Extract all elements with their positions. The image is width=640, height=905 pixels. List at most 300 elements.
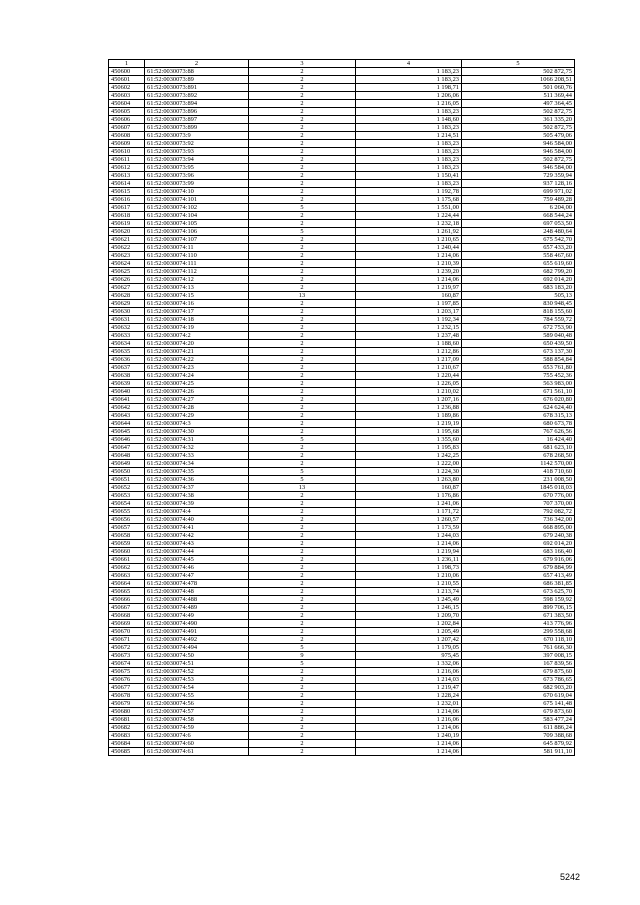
cadastral-number-cell: 61:52:0030074:2 xyxy=(145,332,249,340)
cadastral-value-cell: 946 584,00 xyxy=(462,140,575,148)
specific-value-cell: 1 183,23 xyxy=(356,140,462,148)
row-number-cell: 450628 xyxy=(109,292,145,300)
group-cell: 2 xyxy=(249,324,356,332)
cadastral-number-cell: 61:52:0030073:96 xyxy=(145,172,249,180)
table-row xyxy=(109,620,575,628)
table-row xyxy=(109,708,575,716)
cadastral-number-cell: 61:52:0030074:30 xyxy=(145,428,249,436)
table-row xyxy=(109,212,575,220)
cadastral-value-cell: 563 983,00 xyxy=(462,380,575,388)
cadastral-number-cell: 61:52:0030073:892 xyxy=(145,92,249,100)
table-row xyxy=(109,332,575,340)
group-cell: 2 xyxy=(249,564,356,572)
table-row xyxy=(109,476,575,484)
table-row xyxy=(109,156,575,164)
row-number-cell: 450639 xyxy=(109,380,145,388)
table-row xyxy=(109,68,575,76)
cadastral-value-cell: 692 014,20 xyxy=(462,276,575,284)
row-number-cell: 450603 xyxy=(109,92,145,100)
row-number-cell: 450684 xyxy=(109,740,145,748)
group-cell: 2 xyxy=(249,548,356,556)
specific-value-cell: 1 206,06 xyxy=(356,92,462,100)
cadastral-number-cell: 61:52:0030074:42 xyxy=(145,532,249,540)
row-number-cell: 450612 xyxy=(109,164,145,172)
table-row xyxy=(109,252,575,260)
group-cell: 2 xyxy=(249,692,356,700)
row-number-cell: 450637 xyxy=(109,364,145,372)
table-row xyxy=(109,236,575,244)
group-cell: 2 xyxy=(249,340,356,348)
table-row xyxy=(109,468,575,476)
table-row xyxy=(109,484,575,492)
cadastral-number-cell: 61:52:0030074:478 xyxy=(145,580,249,588)
table-row xyxy=(109,516,575,524)
specific-value-cell: 1 179,05 xyxy=(356,644,462,652)
specific-value-cell: 1 210,55 xyxy=(356,580,462,588)
row-number-cell: 450677 xyxy=(109,684,145,692)
specific-value-cell: 1 219,94 xyxy=(356,548,462,556)
group-cell: 2 xyxy=(249,444,356,452)
table-row xyxy=(109,452,575,460)
cadastral-value-cell: 670 118,10 xyxy=(462,636,575,644)
row-number-cell: 450680 xyxy=(109,708,145,716)
cadastral-number-cell: 61:52:0030074:59 xyxy=(145,724,249,732)
table-row xyxy=(109,676,575,684)
cadastral-value-cell: 830 948,45 xyxy=(462,300,575,308)
cadastral-number-cell: 61:52:0030074:112 xyxy=(145,268,249,276)
cadastral-number-cell: 61:52:0030074:60 xyxy=(145,740,249,748)
row-number-cell: 450631 xyxy=(109,316,145,324)
row-number-cell: 450644 xyxy=(109,420,145,428)
specific-value-cell: 1 244,03 xyxy=(356,532,462,540)
row-number-cell: 450642 xyxy=(109,404,145,412)
row-number-cell: 450672 xyxy=(109,644,145,652)
cadastral-value-cell: 679 875,60 xyxy=(462,668,575,676)
group-cell: 2 xyxy=(249,524,356,532)
specific-value-cell: 1 176,86 xyxy=(356,492,462,500)
table-row xyxy=(109,356,575,364)
group-cell: 2 xyxy=(249,388,356,396)
row-number-cell: 450676 xyxy=(109,676,145,684)
row-number-cell: 450636 xyxy=(109,356,145,364)
cadastral-value-cell: 418 710,60 xyxy=(462,468,575,476)
cadastral-value-cell: 670 619,04 xyxy=(462,692,575,700)
group-cell: 2 xyxy=(249,100,356,108)
group-cell: 2 xyxy=(249,380,356,388)
cadastral-value-cell: 505 479,06 xyxy=(462,132,575,140)
cadastral-number-cell: 61:52:0030073:896 xyxy=(145,108,249,116)
table-row xyxy=(109,244,575,252)
row-number-cell: 450626 xyxy=(109,276,145,284)
specific-value-cell: 1 213,74 xyxy=(356,588,462,596)
row-number-cell: 450648 xyxy=(109,452,145,460)
group-cell: 2 xyxy=(249,676,356,684)
row-number-cell: 450659 xyxy=(109,540,145,548)
table-row xyxy=(109,652,575,660)
table-row xyxy=(109,276,575,284)
cadastral-value-cell: 899 706,15 xyxy=(462,604,575,612)
table-row xyxy=(109,340,575,348)
row-number-cell: 450606 xyxy=(109,116,145,124)
specific-value-cell: 1 214,06 xyxy=(356,540,462,548)
table-row xyxy=(109,148,575,156)
cadastral-number-cell: 61:52:0030074:41 xyxy=(145,524,249,532)
table-row xyxy=(109,180,575,188)
specific-value-cell: 1 245,49 xyxy=(356,596,462,604)
cadastral-number-cell: 61:52:0030073:92 xyxy=(145,140,249,148)
cadastral-number-cell: 61:52:0030074:35 xyxy=(145,468,249,476)
cadastral-number-cell: 61:52:0030074:39 xyxy=(145,500,249,508)
row-number-cell: 450614 xyxy=(109,180,145,188)
cadastral-number-cell: 61:52:0030073:99 xyxy=(145,180,249,188)
group-cell: 2 xyxy=(249,92,356,100)
specific-value-cell: 1 183,23 xyxy=(356,76,462,84)
group-cell: 2 xyxy=(249,740,356,748)
cadastral-value-cell: 670 776,00 xyxy=(462,492,575,500)
specific-value-cell: 1 237,48 xyxy=(356,332,462,340)
row-number-cell: 450619 xyxy=(109,220,145,228)
group-cell: 2 xyxy=(249,260,356,268)
cadastral-value-cell: 655 619,60 xyxy=(462,260,575,268)
table-row xyxy=(109,100,575,108)
specific-value-cell: 1 198,73 xyxy=(356,564,462,572)
cadastral-number-cell: 61:52:0030074:25 xyxy=(145,380,249,388)
table-row xyxy=(109,196,575,204)
specific-value-cell: 1 217,09 xyxy=(356,356,462,364)
cadastral-value-cell: 761 666,30 xyxy=(462,644,575,652)
row-number-cell: 450646 xyxy=(109,436,145,444)
cadastral-number-cell: 61:52:0030074:61 xyxy=(145,748,249,756)
group-cell: 2 xyxy=(249,140,356,148)
group-cell: 5 xyxy=(249,660,356,668)
specific-value-cell: 1 189,86 xyxy=(356,412,462,420)
specific-value-cell: 1 219,47 xyxy=(356,684,462,692)
group-cell: 2 xyxy=(249,748,356,756)
row-number-cell: 450622 xyxy=(109,244,145,252)
row-number-cell: 450604 xyxy=(109,100,145,108)
group-cell: 2 xyxy=(249,724,356,732)
specific-value-cell: 1 183,23 xyxy=(356,156,462,164)
page-number: 5242 xyxy=(560,872,581,882)
cadastral-number-cell: 61:52:0030074:56 xyxy=(145,700,249,708)
specific-value-cell: 1 183,23 xyxy=(356,108,462,116)
group-cell: 2 xyxy=(249,220,356,228)
column-header-4: 4 xyxy=(356,60,462,68)
table-row xyxy=(109,612,575,620)
cadastral-number-cell: 61:52:0030074:490 xyxy=(145,620,249,628)
table-row xyxy=(109,588,575,596)
group-cell: 2 xyxy=(249,668,356,676)
specific-value-cell: 1 228,24 xyxy=(356,692,462,700)
group-cell: 2 xyxy=(249,700,356,708)
cadastral-value-cell: 588 854,84 xyxy=(462,356,575,364)
row-number-cell: 450660 xyxy=(109,548,145,556)
table-row xyxy=(109,396,575,404)
cadastral-number-cell: 61:52:0030073:897 xyxy=(145,116,249,124)
table-row xyxy=(109,164,575,172)
specific-value-cell: 1 207,16 xyxy=(356,396,462,404)
table-row xyxy=(109,228,575,236)
group-cell: 5 xyxy=(249,644,356,652)
cadastral-value-cell: 668 544,24 xyxy=(462,212,575,220)
specific-value-cell: 1 355,60 xyxy=(356,436,462,444)
cadastral-number-cell: 61:52:0030074:6 xyxy=(145,732,249,740)
cadastral-number-cell: 61:52:0030074:107 xyxy=(145,236,249,244)
table-row xyxy=(109,116,575,124)
cadastral-value-cell: 699 971,02 xyxy=(462,188,575,196)
specific-value-cell: 1 220,44 xyxy=(356,372,462,380)
row-number-cell: 450625 xyxy=(109,268,145,276)
cadastral-value-cell: 759 489,28 xyxy=(462,196,575,204)
group-cell: 2 xyxy=(249,500,356,508)
row-number-cell: 450618 xyxy=(109,212,145,220)
row-number-cell: 450650 xyxy=(109,468,145,476)
cadastral-number-cell: 61:52:0030074:104 xyxy=(145,212,249,220)
group-cell: 2 xyxy=(249,300,356,308)
specific-value-cell: 1 150,41 xyxy=(356,172,462,180)
group-cell: 2 xyxy=(249,596,356,604)
row-number-cell: 450627 xyxy=(109,284,145,292)
cadastral-value-cell: 671 561,10 xyxy=(462,388,575,396)
group-cell: 2 xyxy=(249,492,356,500)
cadastral-value-cell: 673 137,30 xyxy=(462,348,575,356)
cadastral-number-cell: 61:52:0030074:28 xyxy=(145,404,249,412)
specific-value-cell: 1 226,05 xyxy=(356,380,462,388)
cadastral-number-cell: 61:52:0030074:20 xyxy=(145,340,249,348)
row-number-cell: 450683 xyxy=(109,732,145,740)
group-cell: 2 xyxy=(249,156,356,164)
specific-value-cell: 1 210,06 xyxy=(356,572,462,580)
row-number-cell: 450613 xyxy=(109,172,145,180)
specific-value-cell: 1 209,70 xyxy=(356,612,462,620)
cadastral-value-cell: 624 624,40 xyxy=(462,404,575,412)
cadastral-number-cell: 61:52:0030074:58 xyxy=(145,716,249,724)
group-cell: 13 xyxy=(249,292,356,300)
specific-value-cell: 1 192,34 xyxy=(356,316,462,324)
cadastral-value-cell: 502 872,75 xyxy=(462,68,575,76)
group-cell: 2 xyxy=(249,244,356,252)
cadastral-value-cell: 231 008,50 xyxy=(462,476,575,484)
cadastral-number-cell: 61:52:0030074:101 xyxy=(145,196,249,204)
row-number-cell: 450668 xyxy=(109,612,145,620)
row-number-cell: 450602 xyxy=(109,84,145,92)
row-number-cell: 450629 xyxy=(109,300,145,308)
group-cell: 2 xyxy=(249,556,356,564)
table-row xyxy=(109,732,575,740)
specific-value-cell: 1 261,92 xyxy=(356,228,462,236)
group-cell: 5 xyxy=(249,468,356,476)
specific-value-cell: 1 236,11 xyxy=(356,556,462,564)
specific-value-cell: 1 214,51 xyxy=(356,132,462,140)
row-number-cell: 450609 xyxy=(109,140,145,148)
specific-value-cell: 1 232,01 xyxy=(356,700,462,708)
row-number-cell: 450685 xyxy=(109,748,145,756)
cadastral-number-cell: 61:52:0030074:111 xyxy=(145,260,249,268)
cadastral-value-cell: 784 559,72 xyxy=(462,316,575,324)
column-header-2: 2 xyxy=(145,60,249,68)
table-row xyxy=(109,316,575,324)
cadastral-number-cell: 61:52:0030074:52 xyxy=(145,668,249,676)
table-row xyxy=(109,388,575,396)
row-number-cell: 450671 xyxy=(109,636,145,644)
row-number-cell: 450666 xyxy=(109,596,145,604)
row-number-cell: 450601 xyxy=(109,76,145,84)
group-cell: 2 xyxy=(249,716,356,724)
cadastral-value-cell: 653 761,80 xyxy=(462,364,575,372)
specific-value-cell: 1 214,06 xyxy=(356,748,462,756)
group-cell: 5 xyxy=(249,476,356,484)
table-row xyxy=(109,292,575,300)
cadastral-number-cell: 61:52:0030074:488 xyxy=(145,596,249,604)
cadastral-value-cell: 673 625,70 xyxy=(462,588,575,596)
group-cell: 2 xyxy=(249,84,356,92)
table-row xyxy=(109,380,575,388)
specific-value-cell: 1 210,65 xyxy=(356,236,462,244)
specific-value-cell: 1 246,15 xyxy=(356,604,462,612)
cadastral-value-cell: 299 558,68 xyxy=(462,628,575,636)
cadastral-number-cell: 61:52:0030074:45 xyxy=(145,556,249,564)
cadastral-number-cell: 61:52:0030074:26 xyxy=(145,388,249,396)
row-number-cell: 450654 xyxy=(109,500,145,508)
group-cell: 2 xyxy=(249,604,356,612)
cadastral-number-cell: 61:52:0030074:489 xyxy=(145,604,249,612)
cadastral-number-cell: 61:52:0030073:894 xyxy=(145,100,249,108)
cadastral-number-cell: 61:52:0030074:105 xyxy=(145,220,249,228)
group-cell: 2 xyxy=(249,124,356,132)
row-number-cell: 450635 xyxy=(109,348,145,356)
specific-value-cell: 1 183,23 xyxy=(356,68,462,76)
table-row xyxy=(109,740,575,748)
table-row xyxy=(109,564,575,572)
table-row xyxy=(109,188,575,196)
row-number-cell: 450624 xyxy=(109,260,145,268)
row-number-cell: 450664 xyxy=(109,580,145,588)
cadastral-value-cell: 497 364,45 xyxy=(462,100,575,108)
group-cell: 2 xyxy=(249,332,356,340)
specific-value-cell: 1 216,06 xyxy=(356,716,462,724)
specific-value-cell: 1 210,67 xyxy=(356,364,462,372)
row-number-cell: 450682 xyxy=(109,724,145,732)
group-cell: 2 xyxy=(249,404,356,412)
row-number-cell: 450608 xyxy=(109,132,145,140)
specific-value-cell: 1 148,60 xyxy=(356,116,462,124)
table-row xyxy=(109,372,575,380)
cadastral-number-cell: 61:52:0030074:48 xyxy=(145,588,249,596)
table-row xyxy=(109,132,575,140)
group-cell: 13 xyxy=(249,484,356,492)
specific-value-cell: 1 214,06 xyxy=(356,252,462,260)
specific-value-cell: 1 188,60 xyxy=(356,340,462,348)
group-cell: 2 xyxy=(249,372,356,380)
row-number-cell: 450674 xyxy=(109,660,145,668)
table-row xyxy=(109,548,575,556)
table-row xyxy=(109,532,575,540)
row-number-cell: 450651 xyxy=(109,476,145,484)
table-row xyxy=(109,716,575,724)
group-cell: 2 xyxy=(249,428,356,436)
row-number-cell: 450658 xyxy=(109,532,145,540)
cadastral-number-cell: 61:52:0030073:93 xyxy=(145,148,249,156)
cadastral-number-cell: 61:52:0030074:47 xyxy=(145,572,249,580)
group-cell: 2 xyxy=(249,76,356,84)
specific-value-cell: 1 240,44 xyxy=(356,244,462,252)
table-row xyxy=(109,628,575,636)
specific-value-cell: 1 214,06 xyxy=(356,276,462,284)
specific-value-cell: 1 219,97 xyxy=(356,284,462,292)
table-row xyxy=(109,140,575,148)
specific-value-cell: 1 224,30 xyxy=(356,468,462,476)
table-row xyxy=(109,428,575,436)
specific-value-cell: 1 203,17 xyxy=(356,308,462,316)
table-row xyxy=(109,692,575,700)
cadastral-value-cell: 683 183,20 xyxy=(462,284,575,292)
group-cell: 2 xyxy=(249,284,356,292)
group-cell: 2 xyxy=(249,180,356,188)
cadastral-number-cell: 61:52:0030074:24 xyxy=(145,372,249,380)
cadastral-number-cell: 61:52:0030074:492 xyxy=(145,636,249,644)
row-number-cell: 450621 xyxy=(109,236,145,244)
cadastral-number-cell: 61:52:0030074:50 xyxy=(145,652,249,660)
cadastral-number-cell: 61:52:0030074:49 xyxy=(145,612,249,620)
cadastral-value-cell: 707 370,00 xyxy=(462,500,575,508)
table-header xyxy=(109,60,575,68)
cadastral-value-cell: 1066 208,51 xyxy=(462,76,575,84)
cadastral-value-cell: 650 439,50 xyxy=(462,340,575,348)
table-row xyxy=(109,492,575,500)
cadastral-value-cell: 675 542,70 xyxy=(462,236,575,244)
group-cell: 2 xyxy=(249,196,356,204)
table-row xyxy=(109,268,575,276)
table-row xyxy=(109,644,575,652)
cadastral-number-cell: 61:52:0030074:15 xyxy=(145,292,249,300)
cadastral-value-cell: 675 141,48 xyxy=(462,700,575,708)
specific-value-cell: 1 214,06 xyxy=(356,740,462,748)
row-number-cell: 450638 xyxy=(109,372,145,380)
cadastral-number-cell: 61:52:0030074:17 xyxy=(145,308,249,316)
table-row xyxy=(109,668,575,676)
cadastral-number-cell: 61:52:0030074:54 xyxy=(145,684,249,692)
specific-value-cell: 1 171,72 xyxy=(356,508,462,516)
cadastral-value-cell: 683 166,40 xyxy=(462,548,575,556)
cadastral-value-cell: 598 159,92 xyxy=(462,596,575,604)
cadastral-number-cell: 61:52:0030074:53 xyxy=(145,676,249,684)
group-cell: 2 xyxy=(249,68,356,76)
cadastral-number-cell: 61:52:0030074:3 xyxy=(145,420,249,428)
cadastral-value-cell: 679 873,60 xyxy=(462,708,575,716)
row-number-cell: 450615 xyxy=(109,188,145,196)
table-row xyxy=(109,220,575,228)
cadastral-value-cell: 671 383,50 xyxy=(462,612,575,620)
specific-value-cell: 1 192,78 xyxy=(356,188,462,196)
row-number-cell: 450641 xyxy=(109,396,145,404)
cadastral-number-cell: 61:52:0030074:494 xyxy=(145,644,249,652)
cadastral-number-cell: 61:52:0030074:57 xyxy=(145,708,249,716)
table-row xyxy=(109,308,575,316)
cadastral-number-cell: 61:52:0030074:106 xyxy=(145,228,249,236)
cadastral-value-cell: 397 008,15 xyxy=(462,652,575,660)
table-row xyxy=(109,348,575,356)
group-cell: 2 xyxy=(249,252,356,260)
group-cell: 5 xyxy=(249,204,356,212)
cadastral-value-cell: 681 623,10 xyxy=(462,444,575,452)
table-row xyxy=(109,260,575,268)
specific-value-cell: 1 263,80 xyxy=(356,476,462,484)
group-cell: 2 xyxy=(249,236,356,244)
cadastral-value-cell: 645 879,92 xyxy=(462,740,575,748)
table-body xyxy=(109,68,575,756)
cadastral-value-cell: 502 872,75 xyxy=(462,156,575,164)
cadastral-value-cell: 581 911,10 xyxy=(462,748,575,756)
